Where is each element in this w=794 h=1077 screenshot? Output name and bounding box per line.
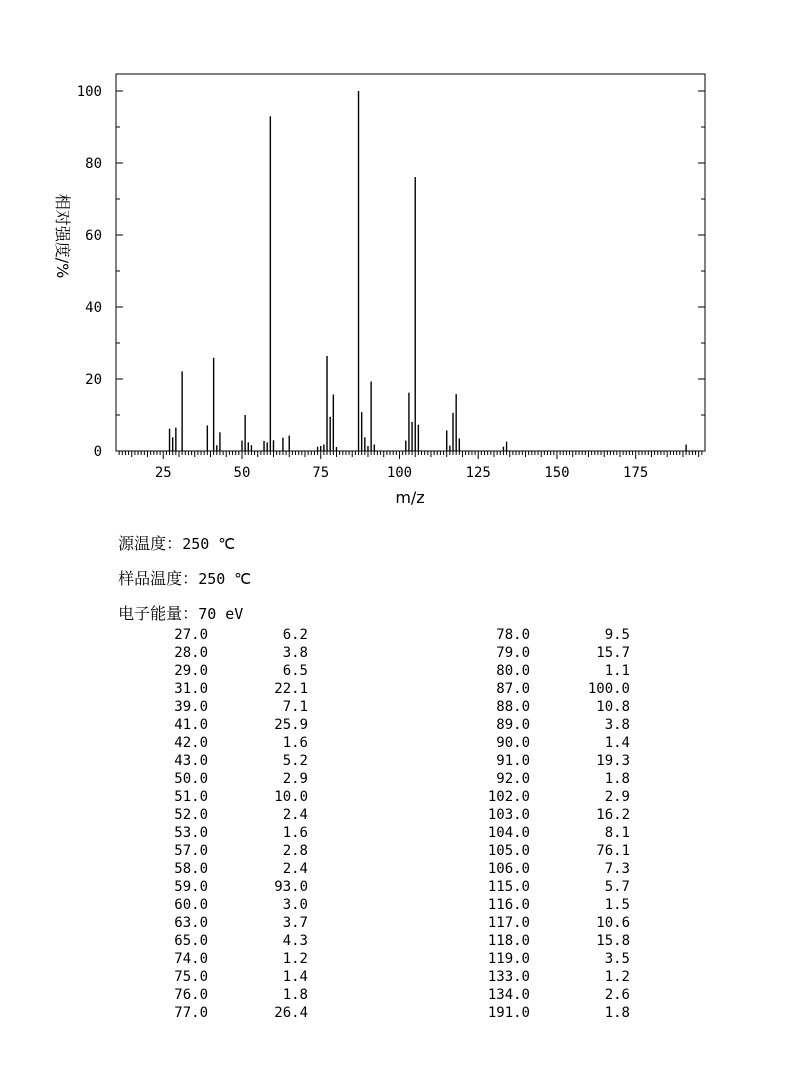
peak-mz: 78.0 [496, 627, 530, 643]
peak-intensity: 10.0 [274, 789, 308, 805]
peak-intensity: 4.3 [282, 933, 308, 949]
peak-intensity: 5.7 [604, 879, 630, 895]
peak-intensity: 2.6 [604, 987, 630, 1003]
peak-row [450, 1004, 632, 1022]
sample-temperature-value: 250 ℃ [198, 570, 252, 588]
peak-row [450, 680, 632, 698]
peak-intensity: 6.5 [282, 663, 308, 679]
peak-mz: 60.0 [174, 897, 208, 913]
peak-intensity: 3.5 [604, 951, 630, 967]
peak-intensity: 1.1 [604, 663, 630, 679]
y-tick-label: 80 [85, 156, 102, 172]
peak-mz: 91.0 [496, 753, 530, 769]
x-tick-label: 50 [233, 465, 251, 481]
peak-intensity: 15.8 [596, 933, 630, 949]
y-tick-label: 60 [85, 228, 102, 244]
peak-intensity: 1.4 [604, 735, 630, 751]
peak-table-right [450, 626, 632, 1022]
peak-intensity: 3.8 [604, 717, 630, 733]
peak-row [450, 914, 632, 932]
peak-intensity: 1.5 [604, 897, 630, 913]
y-tick-label: 0 [93, 444, 102, 460]
peak-row [450, 788, 632, 806]
peak-mz: 59.0 [174, 879, 208, 895]
peak-mz: 31.0 [174, 681, 208, 697]
peak-intensity: 2.4 [282, 807, 308, 823]
peak-row [450, 698, 632, 716]
peak-intensity: 5.2 [282, 753, 308, 769]
source-temperature-label: 源温度： [118, 534, 183, 553]
peak-row [450, 878, 632, 896]
peak-mz: 51.0 [174, 789, 208, 805]
y-axis [77, 84, 705, 460]
peak-intensity: 100.0 [587, 681, 630, 697]
peak-row [128, 824, 310, 842]
peak-row [450, 644, 632, 662]
sample-temperature-label: 样品温度： [118, 569, 199, 588]
peak-row [450, 842, 632, 860]
peak-intensity: 1.8 [604, 1005, 630, 1021]
x-tick-label: 150 [544, 465, 570, 481]
x-tick-label: 125 [465, 465, 491, 481]
peak-row [450, 716, 632, 734]
peak-intensity: 3.7 [282, 915, 308, 931]
peak-intensity: 25.9 [274, 717, 308, 733]
peak-intensity: 7.3 [604, 861, 630, 877]
peak-intensity: 16.2 [596, 807, 630, 823]
x-axis-label: m/z [395, 488, 425, 507]
y-axis-label: 相对强度/% [53, 193, 72, 279]
peak-row [128, 698, 310, 716]
peak-mz: 50.0 [174, 771, 208, 787]
peak-row [450, 752, 632, 770]
peak-row [128, 644, 310, 662]
peak-intensity: 1.8 [282, 987, 308, 1003]
peak-row [450, 626, 632, 644]
electron-energy-label: 电子能量： [118, 604, 199, 623]
peak-row [128, 914, 310, 932]
peak-mz: 104.0 [487, 825, 530, 841]
peak-intensity: 8.1 [604, 825, 630, 841]
peak-mz: 75.0 [174, 969, 208, 985]
peak-intensity: 2.8 [282, 843, 308, 859]
peak-row [450, 734, 632, 752]
peak-mz: 117.0 [487, 915, 530, 931]
peak-mz: 77.0 [174, 1005, 208, 1021]
peak-row [128, 770, 310, 788]
x-tick-label: 25 [154, 465, 172, 481]
peak-row [128, 878, 310, 896]
peak-bars [170, 91, 687, 451]
peak-intensity: 3.8 [282, 645, 308, 661]
peak-row [450, 896, 632, 914]
y-tick-label: 40 [85, 300, 102, 316]
source-temperature-value: 250 ℃ [182, 535, 236, 553]
peak-intensity: 2.4 [282, 861, 308, 877]
x-axis [119, 451, 702, 481]
x-tick-label: 175 [623, 465, 649, 481]
peak-row [450, 860, 632, 878]
peak-mz: 116.0 [487, 897, 530, 913]
peak-intensity: 93.0 [274, 879, 308, 895]
peak-mz: 41.0 [174, 717, 208, 733]
peak-intensity: 9.5 [604, 627, 630, 643]
peak-table-left [128, 626, 310, 1022]
peak-row [450, 824, 632, 842]
peak-mz: 28.0 [174, 645, 208, 661]
peak-mz: 63.0 [174, 915, 208, 931]
peak-row [128, 680, 310, 698]
peak-mz: 80.0 [496, 663, 530, 679]
peak-row [128, 626, 310, 644]
peak-mz: 92.0 [496, 771, 530, 787]
peak-mz: 88.0 [496, 699, 530, 715]
peak-row [128, 1004, 310, 1022]
peak-mz: 102.0 [487, 789, 530, 805]
peak-row [450, 968, 632, 986]
x-tick-label: 100 [386, 465, 413, 481]
plot-frame [116, 74, 705, 451]
peak-mz: 106.0 [487, 861, 530, 877]
peak-row [128, 734, 310, 752]
peak-intensity: 1.8 [604, 771, 630, 787]
peak-row [450, 770, 632, 788]
electron-energy-value: 70 eV [198, 605, 244, 623]
peak-intensity: 15.7 [596, 645, 630, 661]
mass-spectrum-chart [0, 0, 794, 510]
peak-intensity: 22.1 [274, 681, 308, 697]
peak-intensity: 19.3 [596, 753, 630, 769]
peak-intensity: 7.1 [282, 699, 308, 715]
peak-row [450, 986, 632, 1004]
peak-mz: 53.0 [174, 825, 208, 841]
peak-mz: 52.0 [174, 807, 208, 823]
peak-mz: 134.0 [487, 987, 530, 1003]
peak-row [128, 950, 310, 968]
peak-mz: 27.0 [174, 627, 208, 643]
peak-mz: 42.0 [174, 735, 208, 751]
peak-mz: 118.0 [487, 933, 530, 949]
peak-mz: 74.0 [174, 951, 208, 967]
peak-mz: 29.0 [174, 663, 208, 679]
peak-row [128, 716, 310, 734]
peak-mz: 65.0 [174, 933, 208, 949]
peak-row [128, 662, 310, 680]
peak-mz: 76.0 [174, 987, 208, 1003]
peak-row [128, 842, 310, 860]
peak-row [450, 662, 632, 680]
peak-intensity: 10.8 [596, 699, 630, 715]
peak-row [450, 932, 632, 950]
peak-row [128, 752, 310, 770]
peak-intensity: 1.2 [282, 951, 308, 967]
peak-intensity: 26.4 [274, 1005, 308, 1021]
peak-row [128, 932, 310, 950]
peak-intensity: 3.0 [282, 897, 308, 913]
peak-mz: 57.0 [174, 843, 208, 859]
peak-intensity: 2.9 [282, 771, 308, 787]
electron-energy [108, 582, 243, 624]
peak-mz: 89.0 [496, 717, 530, 733]
peak-row [128, 806, 310, 824]
x-tick-label: 75 [312, 465, 330, 481]
peak-mz: 43.0 [174, 753, 208, 769]
peak-intensity: 1.2 [604, 969, 630, 985]
peak-row [450, 950, 632, 968]
peak-intensity: 6.2 [282, 627, 308, 643]
peak-row [128, 896, 310, 914]
peak-mz: 119.0 [487, 951, 530, 967]
peak-row [128, 860, 310, 878]
peak-mz: 115.0 [487, 879, 530, 895]
peak-mz: 133.0 [487, 969, 530, 985]
peak-mz: 191.0 [487, 1005, 530, 1021]
peak-intensity: 2.9 [604, 789, 630, 805]
peak-intensity: 76.1 [596, 843, 630, 859]
peak-intensity: 1.4 [282, 969, 308, 985]
peak-mz: 103.0 [487, 807, 530, 823]
peak-mz: 87.0 [496, 681, 530, 697]
peak-mz: 79.0 [496, 645, 530, 661]
peak-row [450, 806, 632, 824]
peak-row [128, 968, 310, 986]
peak-mz: 39.0 [174, 699, 208, 715]
y-tick-label: 100 [76, 84, 102, 100]
peak-intensity: 1.6 [282, 825, 308, 841]
peak-intensity: 1.6 [282, 735, 308, 751]
y-tick-label: 20 [85, 372, 102, 388]
peak-row [128, 788, 310, 806]
peak-row [128, 986, 310, 1004]
peak-mz: 90.0 [496, 735, 530, 751]
peak-intensity: 10.6 [596, 915, 630, 931]
peak-mz: 105.0 [487, 843, 530, 859]
peak-mz: 58.0 [174, 861, 208, 877]
